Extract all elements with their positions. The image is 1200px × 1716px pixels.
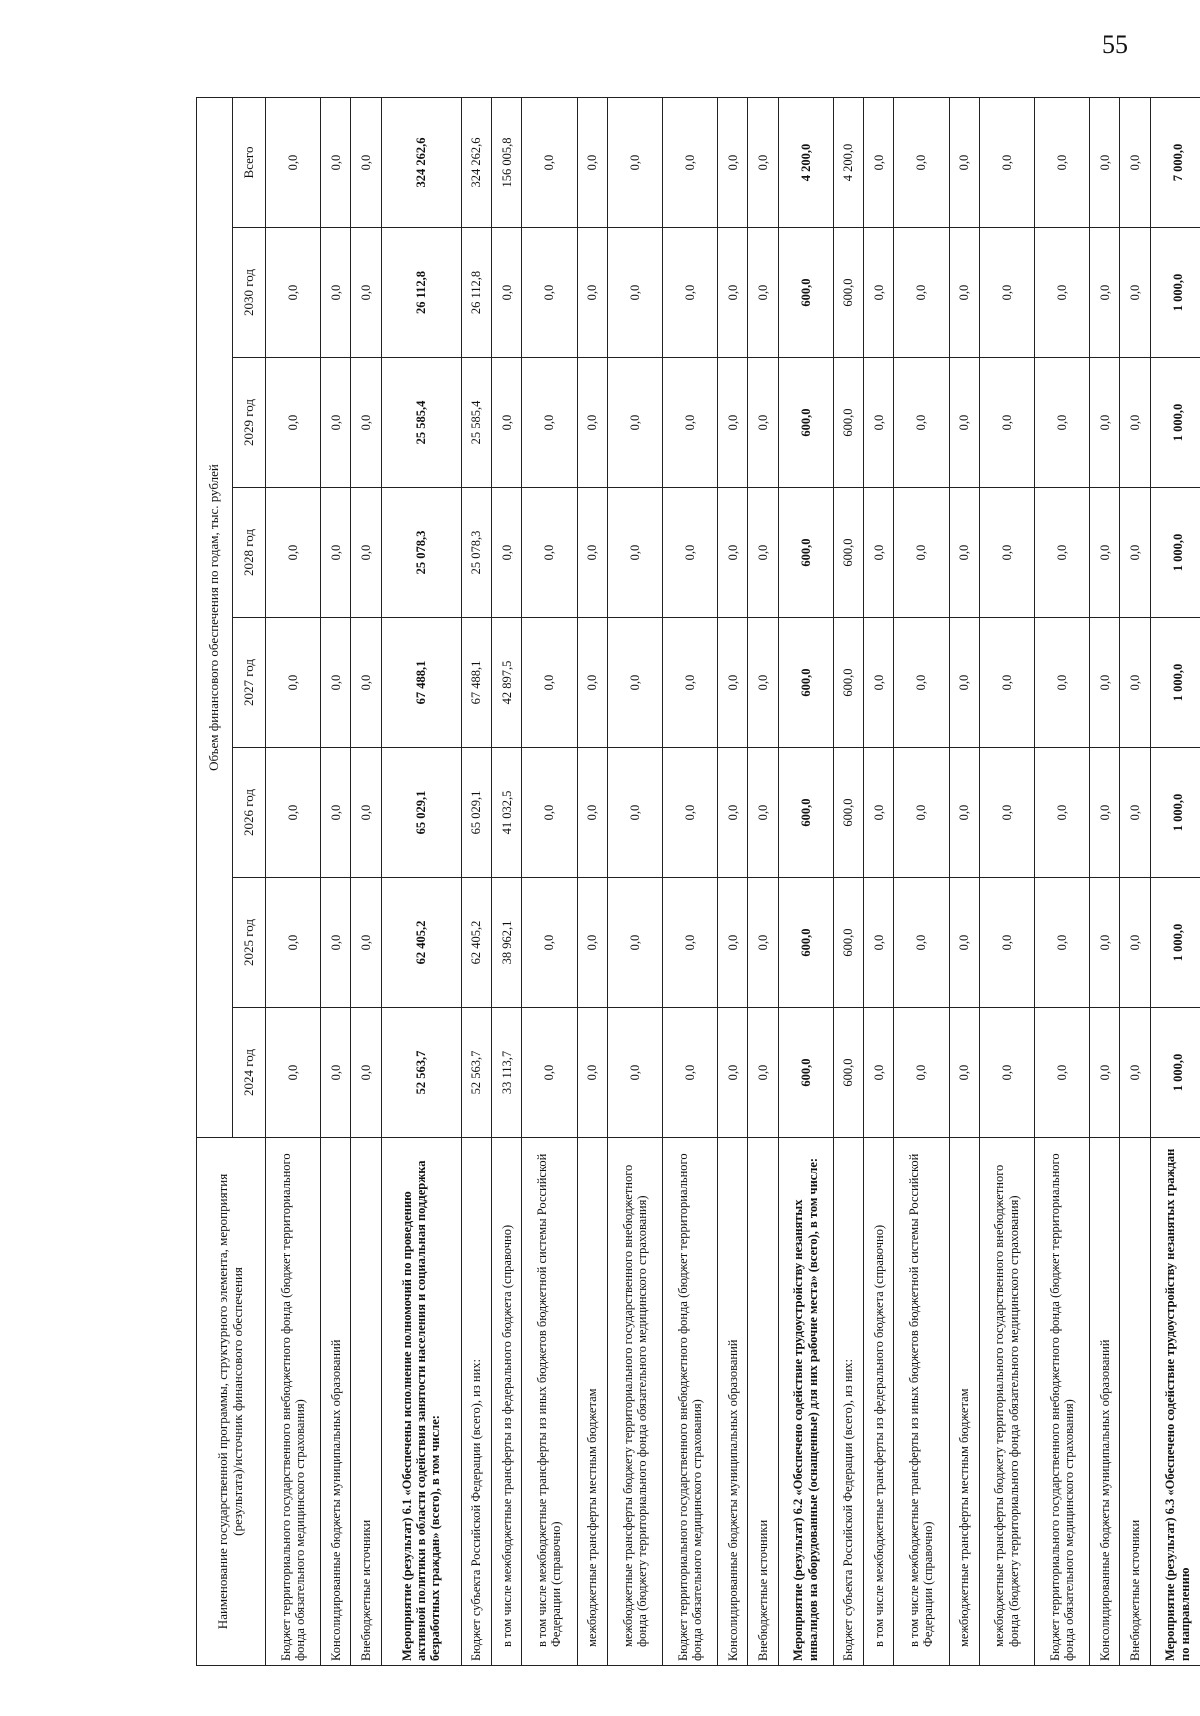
header-name-cell: Наименование государственной программы, структурного элемента, мероприятия (результата)/источник финансового обеспечения bbox=[197, 1138, 266, 1666]
table-row bbox=[522, 97, 577, 1665]
row-value-cell: 0,0 bbox=[979, 97, 1034, 227]
row-value-cell: 0,0 bbox=[1090, 358, 1120, 488]
header-group-cell: Объем финансового обеспечения по годам, тыс. рублей bbox=[197, 97, 233, 1137]
row-value-cell: 0,0 bbox=[864, 228, 894, 358]
row-value-cell: 1 000,0 bbox=[1150, 618, 1200, 748]
row-value-cell: 0,0 bbox=[864, 1008, 894, 1138]
row-value-cell: 600,0 bbox=[778, 748, 833, 878]
row-value-cell: 0,0 bbox=[351, 97, 381, 227]
row-value-cell: 0,0 bbox=[748, 878, 778, 1008]
row-value-cell: 0,0 bbox=[321, 1008, 351, 1138]
row-value-cell: 0,0 bbox=[1034, 1008, 1089, 1138]
row-value-cell: 0,0 bbox=[748, 748, 778, 878]
row-value-cell: 26 112,8 bbox=[461, 228, 491, 358]
row-value-cell: 67 488,1 bbox=[461, 618, 491, 748]
page-number: 55 bbox=[1102, 30, 1128, 59]
row-value-cell: 0,0 bbox=[949, 488, 979, 618]
row-value-cell: 0,0 bbox=[894, 1008, 949, 1138]
row-value-cell: 4 200,0 bbox=[778, 97, 833, 227]
table-row bbox=[321, 97, 351, 1665]
table-row bbox=[979, 97, 1034, 1665]
row-value-cell: 0,0 bbox=[351, 748, 381, 878]
row-name-cell: Бюджет субъекта Российской Федерации (всего), из них: bbox=[461, 1138, 491, 1666]
row-value-cell: 0,0 bbox=[1090, 1008, 1120, 1138]
row-value-cell: 0,0 bbox=[864, 748, 894, 878]
row-value-cell: 1 000,0 bbox=[1150, 358, 1200, 488]
row-value-cell: 0,0 bbox=[321, 618, 351, 748]
financing-table bbox=[196, 97, 1200, 1666]
row-value-cell: 0,0 bbox=[1090, 618, 1120, 748]
row-value-cell: 0,0 bbox=[321, 97, 351, 227]
row-value-cell: 4 200,0 bbox=[833, 97, 863, 227]
row-value-cell: 0,0 bbox=[351, 878, 381, 1008]
row-value-cell: 0,0 bbox=[1120, 1008, 1150, 1138]
table-row bbox=[607, 97, 662, 1665]
table-row bbox=[1090, 97, 1120, 1665]
row-value-cell: 0,0 bbox=[351, 358, 381, 488]
table-row bbox=[351, 97, 381, 1665]
row-name-cell: Консолидированные бюджеты муниципальных образований bbox=[321, 1138, 351, 1666]
row-name-cell: межбюджетные трансферты бюджету территориального государственного внебюджетного фонда (бюджету территориального фонда обязательного медицинского страхования) bbox=[607, 1138, 662, 1666]
header-year: 2024 год bbox=[233, 1008, 266, 1138]
header-year: 2026 год bbox=[233, 748, 266, 878]
row-value-cell: 0,0 bbox=[894, 97, 949, 227]
row-value-cell: 0,0 bbox=[1034, 97, 1089, 227]
table-row bbox=[748, 97, 778, 1665]
table-row bbox=[894, 97, 949, 1665]
row-value-cell: 26 112,8 bbox=[381, 228, 461, 358]
row-value-cell: 0,0 bbox=[1090, 488, 1120, 618]
row-value-cell: 0,0 bbox=[662, 748, 717, 878]
row-value-cell: 0,0 bbox=[979, 488, 1034, 618]
row-value-cell: 0,0 bbox=[1090, 97, 1120, 227]
row-value-cell: 0,0 bbox=[351, 1008, 381, 1138]
row-value-cell: 0,0 bbox=[864, 358, 894, 488]
row-value-cell: 0,0 bbox=[1120, 228, 1150, 358]
row-value-cell: 7 000,0 bbox=[1150, 97, 1200, 227]
row-value-cell: 600,0 bbox=[833, 358, 863, 488]
row-value-cell: 67 488,1 bbox=[381, 618, 461, 748]
row-value-cell: 0,0 bbox=[266, 488, 321, 618]
row-value-cell: 0,0 bbox=[662, 228, 717, 358]
row-value-cell: 324 262,6 bbox=[381, 97, 461, 227]
row-value-cell: 25 078,3 bbox=[381, 488, 461, 618]
row-value-cell: 0,0 bbox=[662, 878, 717, 1008]
row-value-cell: 0,0 bbox=[577, 488, 607, 618]
row-value-cell: 0,0 bbox=[577, 618, 607, 748]
row-value-cell: 0,0 bbox=[607, 748, 662, 878]
row-name-cell: Внебюджетные источники bbox=[1120, 1138, 1150, 1666]
row-value-cell: 0,0 bbox=[949, 97, 979, 227]
rotated-table-area bbox=[196, 98, 1200, 1666]
row-value-cell: 0,0 bbox=[949, 618, 979, 748]
row-value-cell: 42 897,5 bbox=[492, 618, 522, 748]
header-year: 2028 год bbox=[233, 488, 266, 618]
row-value-cell: 0,0 bbox=[718, 1008, 748, 1138]
row-value-cell: 38 962,1 bbox=[492, 878, 522, 1008]
row-name-cell: Консолидированные бюджеты муниципальных образований bbox=[1090, 1138, 1120, 1666]
row-value-cell: 0,0 bbox=[718, 228, 748, 358]
row-value-cell: 1 000,0 bbox=[1150, 1008, 1200, 1138]
row-value-cell: 0,0 bbox=[577, 97, 607, 227]
row-value-cell: 0,0 bbox=[662, 358, 717, 488]
row-value-cell: 0,0 bbox=[1090, 748, 1120, 878]
table-row bbox=[1150, 97, 1200, 1665]
row-value-cell: 600,0 bbox=[778, 1008, 833, 1138]
row-value-cell: 0,0 bbox=[718, 97, 748, 227]
row-value-cell: 0,0 bbox=[1120, 358, 1150, 488]
row-value-cell: 600,0 bbox=[778, 618, 833, 748]
row-value-cell: 0,0 bbox=[522, 1008, 577, 1138]
row-name-cell: Бюджет территориального государственного внебюджетного фонда (бюджет территориального фонда обязательного медицинского страхования) bbox=[662, 1138, 717, 1666]
row-value-cell: 0,0 bbox=[321, 878, 351, 1008]
row-value-cell: 62 405,2 bbox=[461, 878, 491, 1008]
row-value-cell: 0,0 bbox=[522, 878, 577, 1008]
row-value-cell: 1 000,0 bbox=[1150, 748, 1200, 878]
row-value-cell: 0,0 bbox=[864, 488, 894, 618]
row-value-cell: 0,0 bbox=[1034, 358, 1089, 488]
row-value-cell: 0,0 bbox=[607, 97, 662, 227]
row-value-cell: 324 262,6 bbox=[461, 97, 491, 227]
row-name-cell: Бюджет территориального государственного внебюджетного фонда (бюджет территориального фонда обязательного медицинского страхования) bbox=[1034, 1138, 1089, 1666]
table-row bbox=[949, 97, 979, 1665]
row-value-cell: 65 029,1 bbox=[381, 748, 461, 878]
row-value-cell: 0,0 bbox=[748, 1008, 778, 1138]
header-year: 2030 год bbox=[233, 228, 266, 358]
table-row bbox=[662, 97, 717, 1665]
row-value-cell: 0,0 bbox=[949, 748, 979, 878]
row-value-cell: 0,0 bbox=[1034, 488, 1089, 618]
row-value-cell: 0,0 bbox=[718, 748, 748, 878]
header-year: 2027 год bbox=[233, 618, 266, 748]
row-name-cell: в том числе межбюджетные трансферты из иных бюджетов бюджетной системы Российской Федерации (справочно) bbox=[894, 1138, 949, 1666]
row-name-cell: в том числе межбюджетные трансферты из иных бюджетов бюджетной системы Российской Федерации (справочно) bbox=[522, 1138, 577, 1666]
row-value-cell: 0,0 bbox=[949, 1008, 979, 1138]
row-value-cell: 600,0 bbox=[778, 228, 833, 358]
table-row bbox=[833, 97, 863, 1665]
row-name-cell: в том числе межбюджетные трансферты из федерального бюджета (справочно) bbox=[864, 1138, 894, 1666]
row-value-cell: 0,0 bbox=[894, 488, 949, 618]
row-value-cell: 0,0 bbox=[577, 228, 607, 358]
row-value-cell: 600,0 bbox=[778, 358, 833, 488]
row-value-cell: 0,0 bbox=[492, 358, 522, 488]
row-value-cell: 0,0 bbox=[1034, 618, 1089, 748]
row-value-cell: 0,0 bbox=[321, 488, 351, 618]
table-row bbox=[778, 97, 833, 1665]
row-value-cell: 0,0 bbox=[577, 748, 607, 878]
row-value-cell: 0,0 bbox=[492, 488, 522, 618]
row-value-cell: 0,0 bbox=[607, 878, 662, 1008]
row-value-cell: 0,0 bbox=[979, 618, 1034, 748]
row-value-cell: 0,0 bbox=[351, 228, 381, 358]
row-value-cell: 0,0 bbox=[1034, 878, 1089, 1008]
table-row bbox=[266, 97, 321, 1665]
row-value-cell: 25 585,4 bbox=[381, 358, 461, 488]
row-value-cell: 600,0 bbox=[833, 878, 863, 1008]
row-value-cell: 0,0 bbox=[949, 878, 979, 1008]
row-value-cell: 0,0 bbox=[979, 358, 1034, 488]
row-value-cell: 0,0 bbox=[266, 358, 321, 488]
table-row bbox=[718, 97, 748, 1665]
row-value-cell: 0,0 bbox=[492, 228, 522, 358]
rotated-table-container bbox=[196, 98, 1200, 1666]
header-group-row bbox=[197, 97, 233, 1665]
row-value-cell: 52 563,7 bbox=[461, 1008, 491, 1138]
row-value-cell: 0,0 bbox=[1120, 878, 1150, 1008]
row-value-cell: 0,0 bbox=[1120, 97, 1150, 227]
row-value-cell: 0,0 bbox=[607, 618, 662, 748]
row-value-cell: 0,0 bbox=[577, 1008, 607, 1138]
row-value-cell: 0,0 bbox=[864, 878, 894, 1008]
table-row bbox=[461, 97, 491, 1665]
row-value-cell: 0,0 bbox=[522, 488, 577, 618]
row-name-cell: межбюджетные трансферты местным бюджетам bbox=[949, 1138, 979, 1666]
row-value-cell: 0,0 bbox=[748, 358, 778, 488]
row-value-cell: 25 078,3 bbox=[461, 488, 491, 618]
row-value-cell: 0,0 bbox=[266, 618, 321, 748]
row-value-cell: 0,0 bbox=[1090, 228, 1120, 358]
row-value-cell: 0,0 bbox=[522, 228, 577, 358]
row-value-cell: 0,0 bbox=[266, 1008, 321, 1138]
row-name-cell: Бюджет территориального государственного внебюджетного фонда (бюджет территориального фонда обязательного медицинского страхования) bbox=[266, 1138, 321, 1666]
row-value-cell: 0,0 bbox=[662, 488, 717, 618]
row-name-cell: в том числе межбюджетные трансферты из федерального бюджета (справочно) bbox=[492, 1138, 522, 1666]
row-value-cell: 0,0 bbox=[522, 748, 577, 878]
row-name-cell: Внебюджетные источники bbox=[748, 1138, 778, 1666]
table-body bbox=[266, 97, 1200, 1665]
row-value-cell: 0,0 bbox=[894, 358, 949, 488]
row-value-cell: 0,0 bbox=[266, 228, 321, 358]
row-value-cell: 0,0 bbox=[864, 618, 894, 748]
row-value-cell: 1 000,0 bbox=[1150, 878, 1200, 1008]
row-value-cell: 65 029,1 bbox=[461, 748, 491, 878]
row-value-cell: 600,0 bbox=[778, 488, 833, 618]
row-value-cell: 600,0 bbox=[833, 748, 863, 878]
row-value-cell: 0,0 bbox=[894, 228, 949, 358]
table-row bbox=[492, 97, 522, 1665]
row-value-cell: 0,0 bbox=[577, 358, 607, 488]
row-value-cell: 0,0 bbox=[607, 488, 662, 618]
row-value-cell: 600,0 bbox=[778, 878, 833, 1008]
table-row bbox=[1120, 97, 1150, 1665]
row-value-cell: 0,0 bbox=[864, 97, 894, 227]
row-value-cell: 0,0 bbox=[748, 228, 778, 358]
row-value-cell: 0,0 bbox=[607, 358, 662, 488]
row-value-cell: 0,0 bbox=[894, 748, 949, 878]
row-name-cell: Консолидированные бюджеты муниципальных образований bbox=[718, 1138, 748, 1666]
row-value-cell: 0,0 bbox=[607, 228, 662, 358]
row-value-cell: 0,0 bbox=[1120, 748, 1150, 878]
table-row bbox=[577, 97, 607, 1665]
row-value-cell: 0,0 bbox=[1120, 618, 1150, 748]
row-name-cell: Бюджет субъекта Российской Федерации (всего), из них: bbox=[833, 1138, 863, 1666]
row-value-cell: 0,0 bbox=[1034, 748, 1089, 878]
row-value-cell: 600,0 bbox=[833, 1008, 863, 1138]
row-value-cell: 0,0 bbox=[748, 97, 778, 227]
row-value-cell: 33 113,7 bbox=[492, 1008, 522, 1138]
header-total: Всего bbox=[233, 97, 266, 227]
row-value-cell: 0,0 bbox=[522, 358, 577, 488]
row-value-cell: 0,0 bbox=[979, 1008, 1034, 1138]
row-value-cell: 0,0 bbox=[266, 878, 321, 1008]
table-row bbox=[864, 97, 894, 1665]
row-value-cell: 0,0 bbox=[894, 878, 949, 1008]
row-name-cell: Внебюджетные источники bbox=[351, 1138, 381, 1666]
row-value-cell: 0,0 bbox=[718, 618, 748, 748]
row-value-cell: 0,0 bbox=[1090, 878, 1120, 1008]
row-value-cell: 0,0 bbox=[979, 878, 1034, 1008]
row-value-cell: 0,0 bbox=[662, 97, 717, 227]
row-value-cell: 0,0 bbox=[662, 618, 717, 748]
row-value-cell: 0,0 bbox=[266, 748, 321, 878]
row-value-cell: 0,0 bbox=[718, 358, 748, 488]
row-value-cell: 1 000,0 bbox=[1150, 488, 1200, 618]
row-value-cell: 0,0 bbox=[577, 878, 607, 1008]
row-value-cell: 156 005,8 bbox=[492, 97, 522, 227]
table-row bbox=[381, 97, 461, 1665]
row-value-cell: 0,0 bbox=[748, 488, 778, 618]
row-value-cell: 0,0 bbox=[979, 748, 1034, 878]
row-name-cell: межбюджетные трансферты местным бюджетам bbox=[577, 1138, 607, 1666]
header-year: 2029 год bbox=[233, 358, 266, 488]
row-value-cell: 0,0 bbox=[718, 878, 748, 1008]
row-value-cell: 0,0 bbox=[894, 618, 949, 748]
row-value-cell: 0,0 bbox=[321, 358, 351, 488]
row-name-cell: Мероприятие (результат) 6.1 «Обеспечены исполнение полномочий по проведению активной политики в области содействия занятости населения и социальная поддержка безработных граждан» (всего), в том числе: bbox=[381, 1138, 461, 1666]
row-value-cell: 600,0 bbox=[833, 618, 863, 748]
row-name-cell: Мероприятие (результат) 6.3 «Обеспечено содействие трудоустройству незанятых граждан по направлению bbox=[1150, 1138, 1200, 1666]
row-value-cell: 62 405,2 bbox=[381, 878, 461, 1008]
row-value-cell: 0,0 bbox=[351, 488, 381, 618]
row-value-cell: 0,0 bbox=[321, 228, 351, 358]
row-value-cell: 0,0 bbox=[949, 228, 979, 358]
header-year: 2025 год bbox=[233, 878, 266, 1008]
row-name-cell: межбюджетные трансферты бюджету территориального государственного внебюджетного фонда (бюджету территориального фонда обязательного медицинского страхования) bbox=[979, 1138, 1034, 1666]
row-value-cell: 600,0 bbox=[833, 488, 863, 618]
row-value-cell: 0,0 bbox=[662, 1008, 717, 1138]
row-value-cell: 600,0 bbox=[833, 228, 863, 358]
row-value-cell: 0,0 bbox=[949, 358, 979, 488]
row-value-cell: 0,0 bbox=[522, 97, 577, 227]
row-value-cell: 25 585,4 bbox=[461, 358, 491, 488]
row-value-cell: 0,0 bbox=[979, 228, 1034, 358]
row-value-cell: 52 563,7 bbox=[381, 1008, 461, 1138]
row-value-cell: 0,0 bbox=[1034, 228, 1089, 358]
row-name-cell: Мероприятие (результат) 6.2 «Обеспечено содействие трудоустройству незанятых инвалидов на оборудованные (оснащенные) для них рабочие места» (всего), в том числе: bbox=[778, 1138, 833, 1666]
table-row bbox=[1034, 97, 1089, 1665]
row-value-cell: 0,0 bbox=[748, 618, 778, 748]
row-value-cell: 1 000,0 bbox=[1150, 228, 1200, 358]
row-value-cell: 0,0 bbox=[607, 1008, 662, 1138]
row-value-cell: 0,0 bbox=[1120, 488, 1150, 618]
row-value-cell: 0,0 bbox=[266, 97, 321, 227]
row-value-cell: 0,0 bbox=[718, 488, 748, 618]
row-value-cell: 0,0 bbox=[522, 618, 577, 748]
row-value-cell: 0,0 bbox=[321, 748, 351, 878]
row-value-cell: 0,0 bbox=[351, 618, 381, 748]
row-value-cell: 41 032,5 bbox=[492, 748, 522, 878]
